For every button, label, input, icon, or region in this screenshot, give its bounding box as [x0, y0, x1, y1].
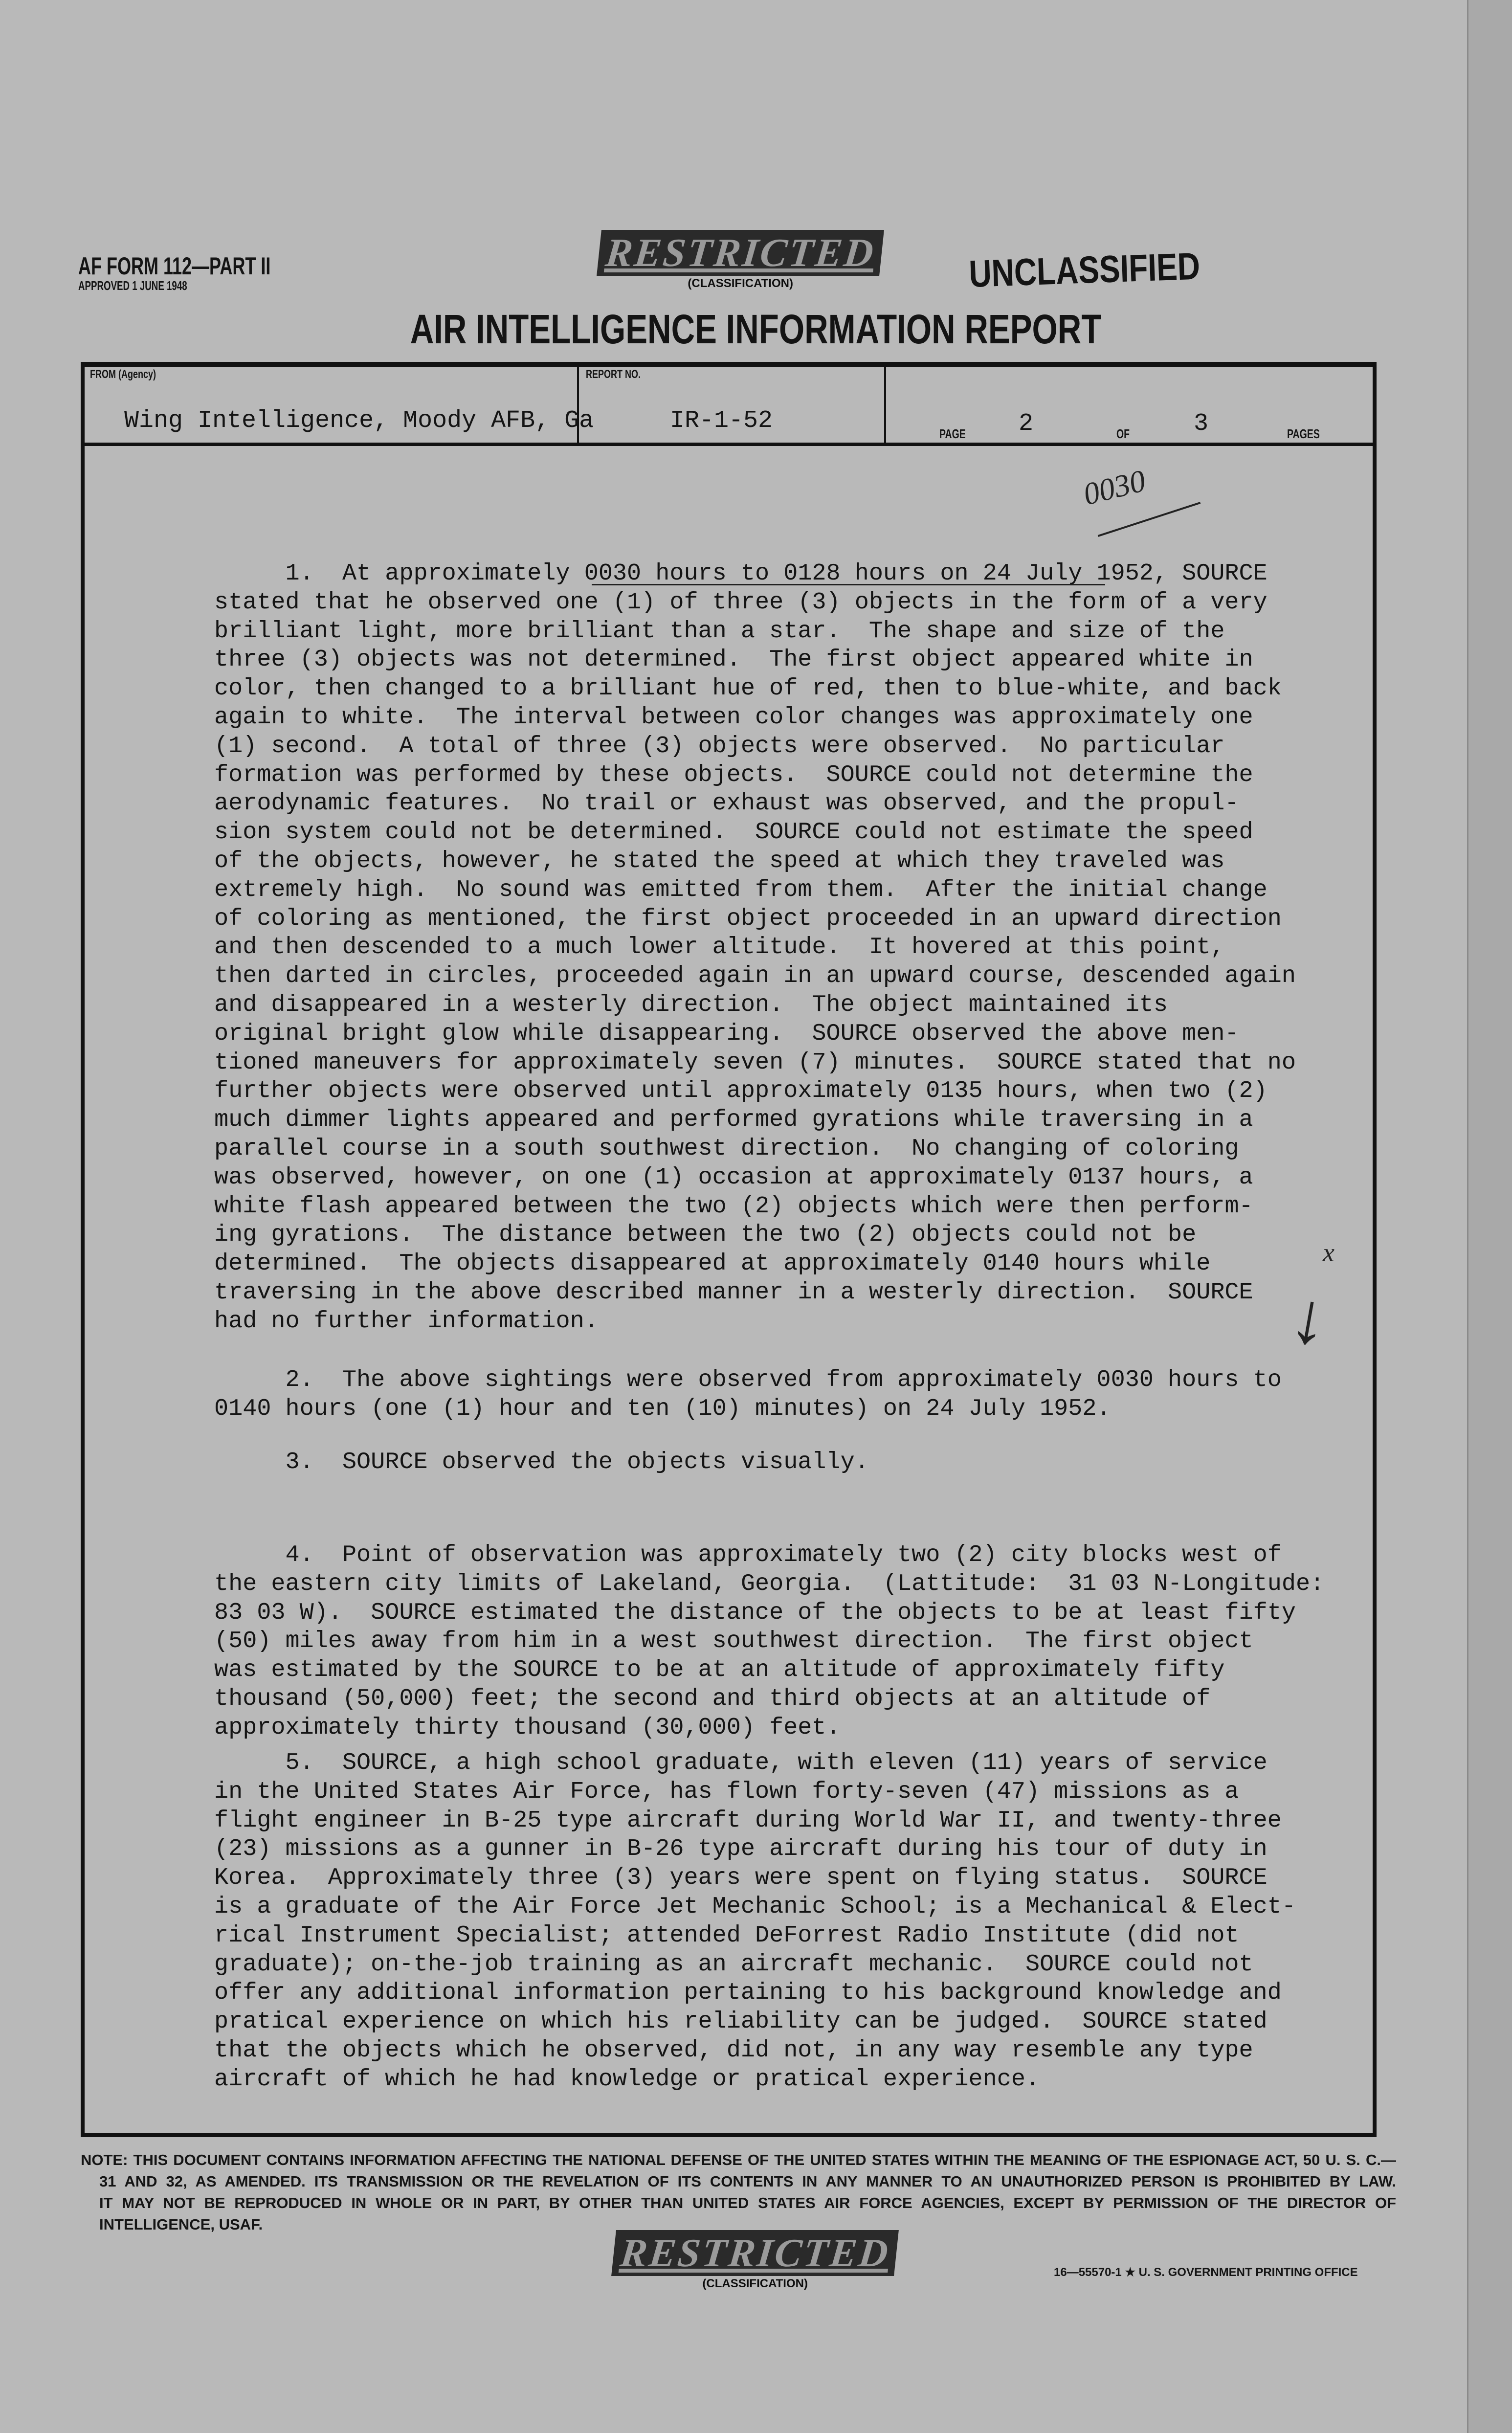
notice-line: INTELLIGENCE, USAF. — [99, 2216, 263, 2233]
printing-office-imprint: 16—55570-1 ★ U. S. GOVERNMENT PRINTING OFFICE — [1054, 2266, 1358, 2279]
handwritten-time-annotation: 0030 — [1080, 463, 1149, 512]
text-line: tioned maneuvers for approximately seven (7) minutes. SOURCE stated that no — [214, 1049, 1296, 1076]
report-number-label: REPORT NO. — [586, 368, 641, 381]
classification-stamp-bottom — [614, 2230, 896, 2291]
page-number: 2 — [1019, 410, 1034, 438]
total-pages: 3 — [1194, 410, 1209, 438]
text-line: the eastern city limits of Lakeland, Georgia. (Lattitude: 31 03 N-Longitude: — [214, 1570, 1325, 1597]
form-number: AF FORM 112—PART II — [78, 252, 271, 280]
text-line: 3. SOURCE observed the objects visually. — [214, 1449, 869, 1475]
unclassified-marking: UNCLASSIFIED — [968, 244, 1201, 295]
text-line: is a graduate of the Air Force Jet Mechanic School; is a Mechanical & Elect- — [214, 1893, 1296, 1920]
text-line: had no further information. — [214, 1307, 599, 1335]
text-line: pratical experience on which his reliability can be judged. SOURCE stated — [214, 2008, 1267, 2035]
text-line: traversing in the above described manner in a westerly direction. SOURCE — [214, 1278, 1253, 1306]
text-line: 1. At approximately 0030 hours to 0128 hours on 24 July 1952, SOURCE — [214, 560, 1267, 587]
text-line: further objects were observed until approximately 0135 hours, when two (2) — [214, 1077, 1267, 1105]
form-identifier — [78, 252, 270, 293]
notice-line: IT MAY NOT BE REPRODUCED IN WHOLE OR IN PART, BY OTHER THAN UNITED STATES AIR FORCE AGENCIES, EXCEPT BY PERMISSION OF THE DIRECTOR OF — [99, 2194, 1396, 2211]
text-line: Korea. Approximately three (3) years were spent on flying status. SOURCE — [214, 1864, 1267, 1892]
text-line: that the objects which he observed, did not, in any way resemble any type — [214, 2036, 1253, 2064]
text-line: ing gyrations. The distance between the two (2) objects could not be — [214, 1221, 1197, 1249]
text-line: parallel course in a south southwest direction. No changing of coloring — [214, 1135, 1239, 1162]
text-line: graduate); on-the-job training as an aircraft mechanic. SOURCE could not — [214, 1950, 1253, 1978]
text-line: white flash appeared between the two (2) objects which were then perform- — [214, 1192, 1253, 1220]
of-label: OF — [1116, 426, 1130, 441]
text-line: and then descended to a much lower altitude. It hovered at this point, — [214, 934, 1225, 961]
text-line: three (3) objects was not determined. The first object appeared white in — [214, 646, 1253, 673]
form-approval-date: APPROVED 1 JUNE 1948 — [78, 278, 187, 293]
column-divider — [884, 364, 886, 445]
text-line: was observed, however, on one (1) occasion at approximately 0137 hours, a — [214, 1163, 1253, 1191]
text-line: thousand (50,000) feet; the second and third objects at an altitude of — [214, 1685, 1211, 1712]
paragraph-1 — [214, 559, 1296, 1336]
text-line: rical Instrument Specialist; attended DeForrest Radio Institute (did not — [214, 1921, 1239, 1949]
classification-caption: (CLASSIFICATION) — [688, 277, 793, 290]
from-label: FROM (Agency) — [90, 368, 156, 381]
text-line: (1) second. A total of three (3) objects were observed. No particular — [214, 732, 1225, 759]
text-line: 0140 hours (one (1) hour and ten (10) minutes) on 24 July 1952. — [214, 1395, 1111, 1422]
text-line: sion system could not be determined. SOURCE could not estimate the speed — [214, 819, 1253, 846]
text-line: flight engineer in B-25 type aircraft during World War II, and twenty-three — [214, 1807, 1282, 1834]
report-title-text: AIR INTELLIGENCE INFORMATION REPORT — [410, 306, 1102, 352]
page-label: PAGE — [939, 426, 966, 441]
espionage-act-notice — [81, 2149, 1396, 2235]
text-line: color, then changed to a brilliant hue of red, then to blue-white, and back — [214, 675, 1282, 702]
report-title — [0, 306, 1512, 353]
text-line: 4. Point of observation was approximately two (2) city blocks west of — [214, 1541, 1282, 1568]
text-line: brilliant light, more brilliant than a star. The shape and size of the — [214, 617, 1225, 645]
text-line: was estimated by the SOURCE to be at an altitude of approximately fifty — [214, 1656, 1225, 1684]
notice-line: 31 AND 32, AS AMENDED. ITS TRANSMISSION OR THE REVELATION OF ITS CONTENTS IN ANY MANNER TO AN UNAUTHORIZED PERSON IS PROHIBITED BY LAW. — [99, 2173, 1396, 2190]
text-line: extremely high. No sound was emitted from them. After the initial change — [214, 876, 1267, 903]
text-line: aircraft of which he had knowledge or pratical experience. — [214, 2065, 1040, 2093]
text-line: 5. SOURCE, a high school graduate, with eleven (11) years of service — [214, 1749, 1267, 1776]
text-line: original bright glow while disappearing. SOURCE observed the above men- — [214, 1020, 1239, 1047]
text-line: offer any additional information pertaining to his background knowledge and — [214, 1979, 1282, 2007]
handwritten-mark: x — [1323, 1238, 1334, 1267]
report-number-value: IR-1-52 — [670, 407, 773, 435]
restricted-stamp-word: RESTRICTED — [597, 230, 884, 276]
page-edge — [1467, 0, 1512, 2433]
text-line: 2. The above sightings were observed from approximately 0030 hours to — [214, 1366, 1282, 1393]
from-value: Wing Intelligence, Moody AFB, Ga — [124, 407, 594, 435]
paragraph-4 — [214, 1541, 1324, 1742]
text-line: (23) missions as a gunner in B-26 type aircraft during his tour of duty in — [214, 1835, 1267, 1863]
text-line: (50) miles away from him in a west southwest direction. The first object — [214, 1628, 1253, 1655]
classification-stamp-top — [599, 230, 882, 290]
notice-line: NOTE: THIS DOCUMENT CONTAINS INFORMATION AFFECTING THE NATIONAL DEFENSE OF THE UNITED STATES WITHIN THE MEANING OF THE ESPIONAGE ACT, 50 U. S. C.— — [81, 2151, 1396, 2168]
header-divider — [81, 443, 1377, 446]
text-line: aerodynamic features. No trail or exhaust was observed, and the propul- — [214, 790, 1239, 817]
pages-label: PAGES — [1287, 426, 1320, 441]
text-line: 83 03 W). SOURCE estimated the distance of the objects to be at least fifty — [214, 1599, 1296, 1626]
text-line: in the United States Air Force, has flown forty-seven (47) missions as a — [214, 1778, 1239, 1805]
text-line: and disappeared in a westerly direction. The object maintained its — [214, 991, 1168, 1018]
text-line: then darted in circles, proceeded again in an upward course, descended again — [214, 962, 1296, 990]
text-line: of the objects, however, he stated the speed at which they traveled was — [214, 847, 1225, 874]
text-line: again to white. The interval between color changes was approximately one — [214, 703, 1253, 731]
classification-caption: (CLASSIFICATION) — [702, 2277, 808, 2290]
handwritten-arrow-icon: ↓ — [1284, 1275, 1334, 1362]
paragraph-5 — [214, 1749, 1296, 2094]
text-line: determined. The objects disappeared at approximately 0140 hours while — [214, 1250, 1211, 1277]
restricted-stamp-word: RESTRICTED — [611, 2230, 899, 2276]
text-line: of coloring as mentioned, the first object proceeded in an upward direction — [214, 905, 1282, 932]
text-line: approximately thirty thousand (30,000) feet. — [214, 1714, 841, 1741]
text-line: formation was performed by these objects. SOURCE could not determine the — [214, 761, 1253, 788]
paragraph-2 — [214, 1366, 1282, 1424]
paragraph-3 — [214, 1448, 869, 1477]
text-line: stated that he observed one (1) of three (3) objects in the form of a very — [214, 588, 1267, 616]
text-line: much dimmer lights appeared and performed gyrations while traversing in a — [214, 1106, 1253, 1134]
